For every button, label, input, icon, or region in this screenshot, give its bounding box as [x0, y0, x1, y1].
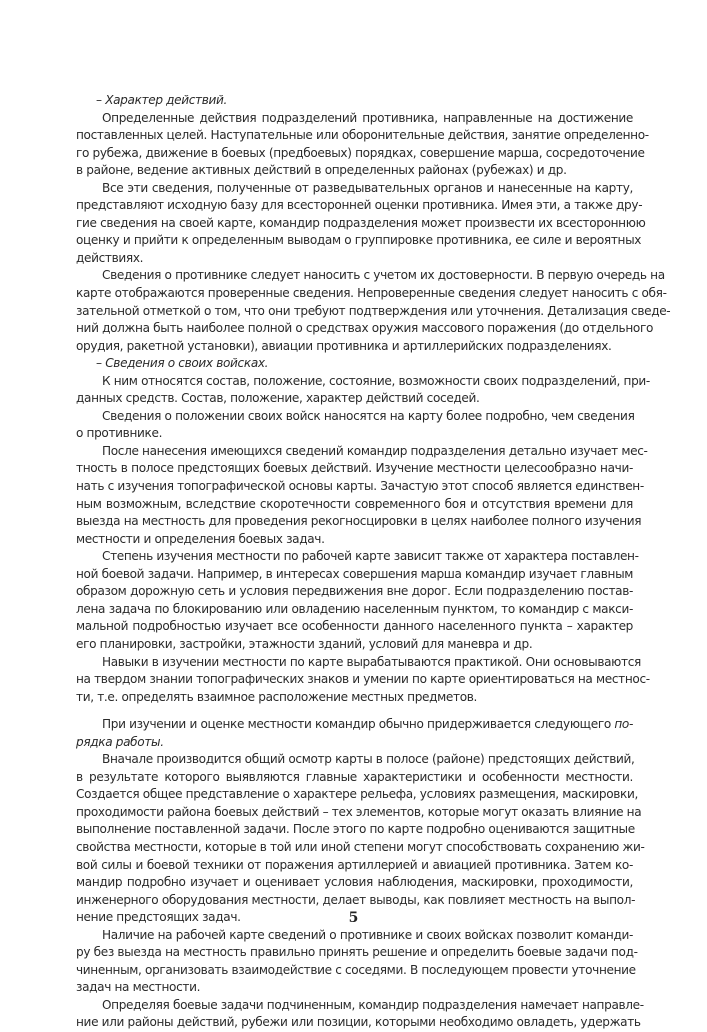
- paragraph: [76, 408, 633, 443]
- text-line: нать с изучения топографической основы карты. Зачастую этот способ является единствен-: [76, 479, 644, 494]
- text-line: на твердом знании топографических знаков и умении по карте ориентироваться на местнос-: [76, 672, 650, 687]
- text-line: данных средств. Состав, положение, характер действий соседей.: [76, 391, 480, 406]
- paragraph: [76, 997, 644, 1032]
- text-line: в районе, ведение активных действий в определенных районах (рубежах) и др.: [76, 163, 567, 178]
- text-line: свойства местности, которые в той или иной степени могут способствовать сохранению жи-: [76, 839, 645, 854]
- text-line: выполнение поставленной задачи. После этого по карте подробно оцениваются защитные: [76, 822, 635, 837]
- paragraph: [76, 716, 633, 751]
- text-line: Создается общее представление о характере рельефа, условиях размещения, маскировки,: [76, 787, 638, 802]
- section-heading: [76, 355, 633, 373]
- text-line: рядка работы.: [76, 734, 164, 749]
- text-line: Сведения о положении своих войск наносятся на карту более подробно, чем сведения: [102, 408, 635, 423]
- section-heading: [76, 92, 633, 110]
- text-line: выезда на местность для проведения рекогносцировки в целях наиболее полного изучения: [76, 514, 642, 529]
- text-line: Определенные действия подразделений противника, направленные на достижение: [102, 110, 633, 125]
- text-line: мальной подробностью изучает все особенности данного населенного пункта – характер: [76, 619, 633, 634]
- text-line: лена задача по блокированию или овладению населенным пунктом, то командир с макси-: [76, 601, 633, 616]
- text-line: Степень изучения местности по рабочей карте зависит также от характера поставлен-: [102, 549, 639, 564]
- document-page: [76, 92, 671, 1032]
- paragraph: [76, 654, 650, 707]
- paragraph: [76, 110, 649, 180]
- paragraph: [76, 751, 645, 926]
- text-line: поставленных целей. Наступательные или оборонительные действия, занятие определенно-: [76, 128, 649, 143]
- text-line: представляют исходную базу для всесторонней оценки противника. Имея эти, а также дру-: [76, 198, 643, 213]
- text-line: нение предстоящих задач.: [76, 910, 241, 925]
- text-line: инженерного оборудования местности, делает выводы, как повлияет местность на выпол-: [76, 892, 636, 907]
- text-line: При изучении и оценке местности командир обычно придерживается следующего по-: [102, 717, 633, 732]
- text-line: тность в полосе предстоящих боевых действий. Изучение местности целесообразно начи-: [76, 461, 633, 476]
- text-line: о противнике.: [76, 426, 163, 441]
- text-line: образом дорожную сеть и условия передвижения вне дорог. Если подразделению постав-: [76, 584, 633, 599]
- text-line: Все эти сведения, полученные от разведывательных органов и нанесенные на карту,: [102, 180, 633, 195]
- text-line: зательной отметкой о том, что они требуют подтверждения или уточнения. Детализация сведе-: [76, 303, 671, 318]
- text-line: ным возможным, вследствие скоротечности современного боя и отсутствия времени для: [76, 496, 633, 511]
- text-line: К ним относятся состав, положение, состояние, возможности своих подразделений, при-: [102, 373, 650, 388]
- text-line: оценку и прийти к определенным выводам о группировке противника, ее силе и вероятных: [76, 233, 642, 248]
- text-line: ру без выезда на местность правильно принять решение и определить боевые задачи под-: [76, 945, 638, 960]
- text-line: вой силы и боевой техники от поражения артиллерией и авиацией противника. Затем ко-: [76, 857, 633, 872]
- text-line: местности и определения боевых задач.: [76, 531, 325, 546]
- text-line: гие сведения на своей карте, командир подразделения может произвести их всестороннюю: [76, 215, 646, 230]
- paragraph: [76, 373, 650, 408]
- text-line: Определяя боевые задачи подчиненным, командир подразделения намечает направле-: [102, 997, 644, 1012]
- text-line: действиях.: [76, 250, 144, 265]
- text-line: Навыки в изучении местности по карте вырабатываются практикой. Они основываются: [102, 654, 641, 669]
- text-line: карте отображаются проверенные сведения. Непроверенные сведения следует наносить с обя-: [76, 286, 667, 301]
- text-line: мандир подробно изучает и оценивает условия наблюдения, маскировки, проходимости,: [76, 875, 633, 890]
- text-line: го рубежа, движение в боевых (предбоевых) порядках, совершение марша, сосредоточение: [76, 145, 645, 160]
- text-line: орудия, ракетной установки), авиации противника и артиллерийских подразделениях.: [76, 338, 612, 353]
- paragraph: [76, 443, 648, 548]
- text-line: проходимости района боевых действий – тех элементов, которые могут оказать влияние на: [76, 804, 642, 819]
- text-line: в результате которого выявляются главные характеристики и особенности местности.: [76, 769, 633, 784]
- text-line: ной боевой задачи. Например, в интересах совершения марша командир изучает главным: [76, 566, 634, 581]
- paragraph: [76, 180, 646, 268]
- page-number: 5: [348, 910, 359, 926]
- text-line: – Сведения о своих войсках.: [96, 356, 269, 371]
- text-line: ний должна быть наиболее полной о средствах оружия массового поражения (до отдельного: [76, 321, 653, 336]
- text-line: Вначале производится общий осмотр карты в полосе (районе) предстоящих действий,: [102, 752, 635, 767]
- text-line: Сведения о противнике следует наносить с учетом их достоверности. В первую очередь на: [102, 268, 665, 283]
- text-line: После нанесения имеющихся сведений командир подразделения детально изучает мес-: [102, 443, 648, 458]
- text-line: задач на местности.: [76, 980, 201, 995]
- paragraph: [76, 927, 638, 997]
- text-line: ние или районы действий, рубежи или позиции, которыми необходимо овладеть, удержать: [76, 1015, 641, 1030]
- text-line: Наличие на рабочей карте сведений о противнике и своих войсках позволит команди-: [102, 927, 633, 942]
- text-line: чиненным, организовать взаимодействие с соседями. В последующем провести уточнение: [76, 962, 636, 977]
- paragraph: [76, 267, 671, 355]
- paragraph: [76, 548, 639, 653]
- text-line: ти, т.е. определять взаимное расположение местных предметов.: [76, 689, 478, 704]
- text-line: его планировки, застройки, этажности зданий, условий для маневра и др.: [76, 636, 533, 651]
- text-line: – Характер действий.: [96, 93, 228, 107]
- paragraph-gap: [76, 706, 633, 716]
